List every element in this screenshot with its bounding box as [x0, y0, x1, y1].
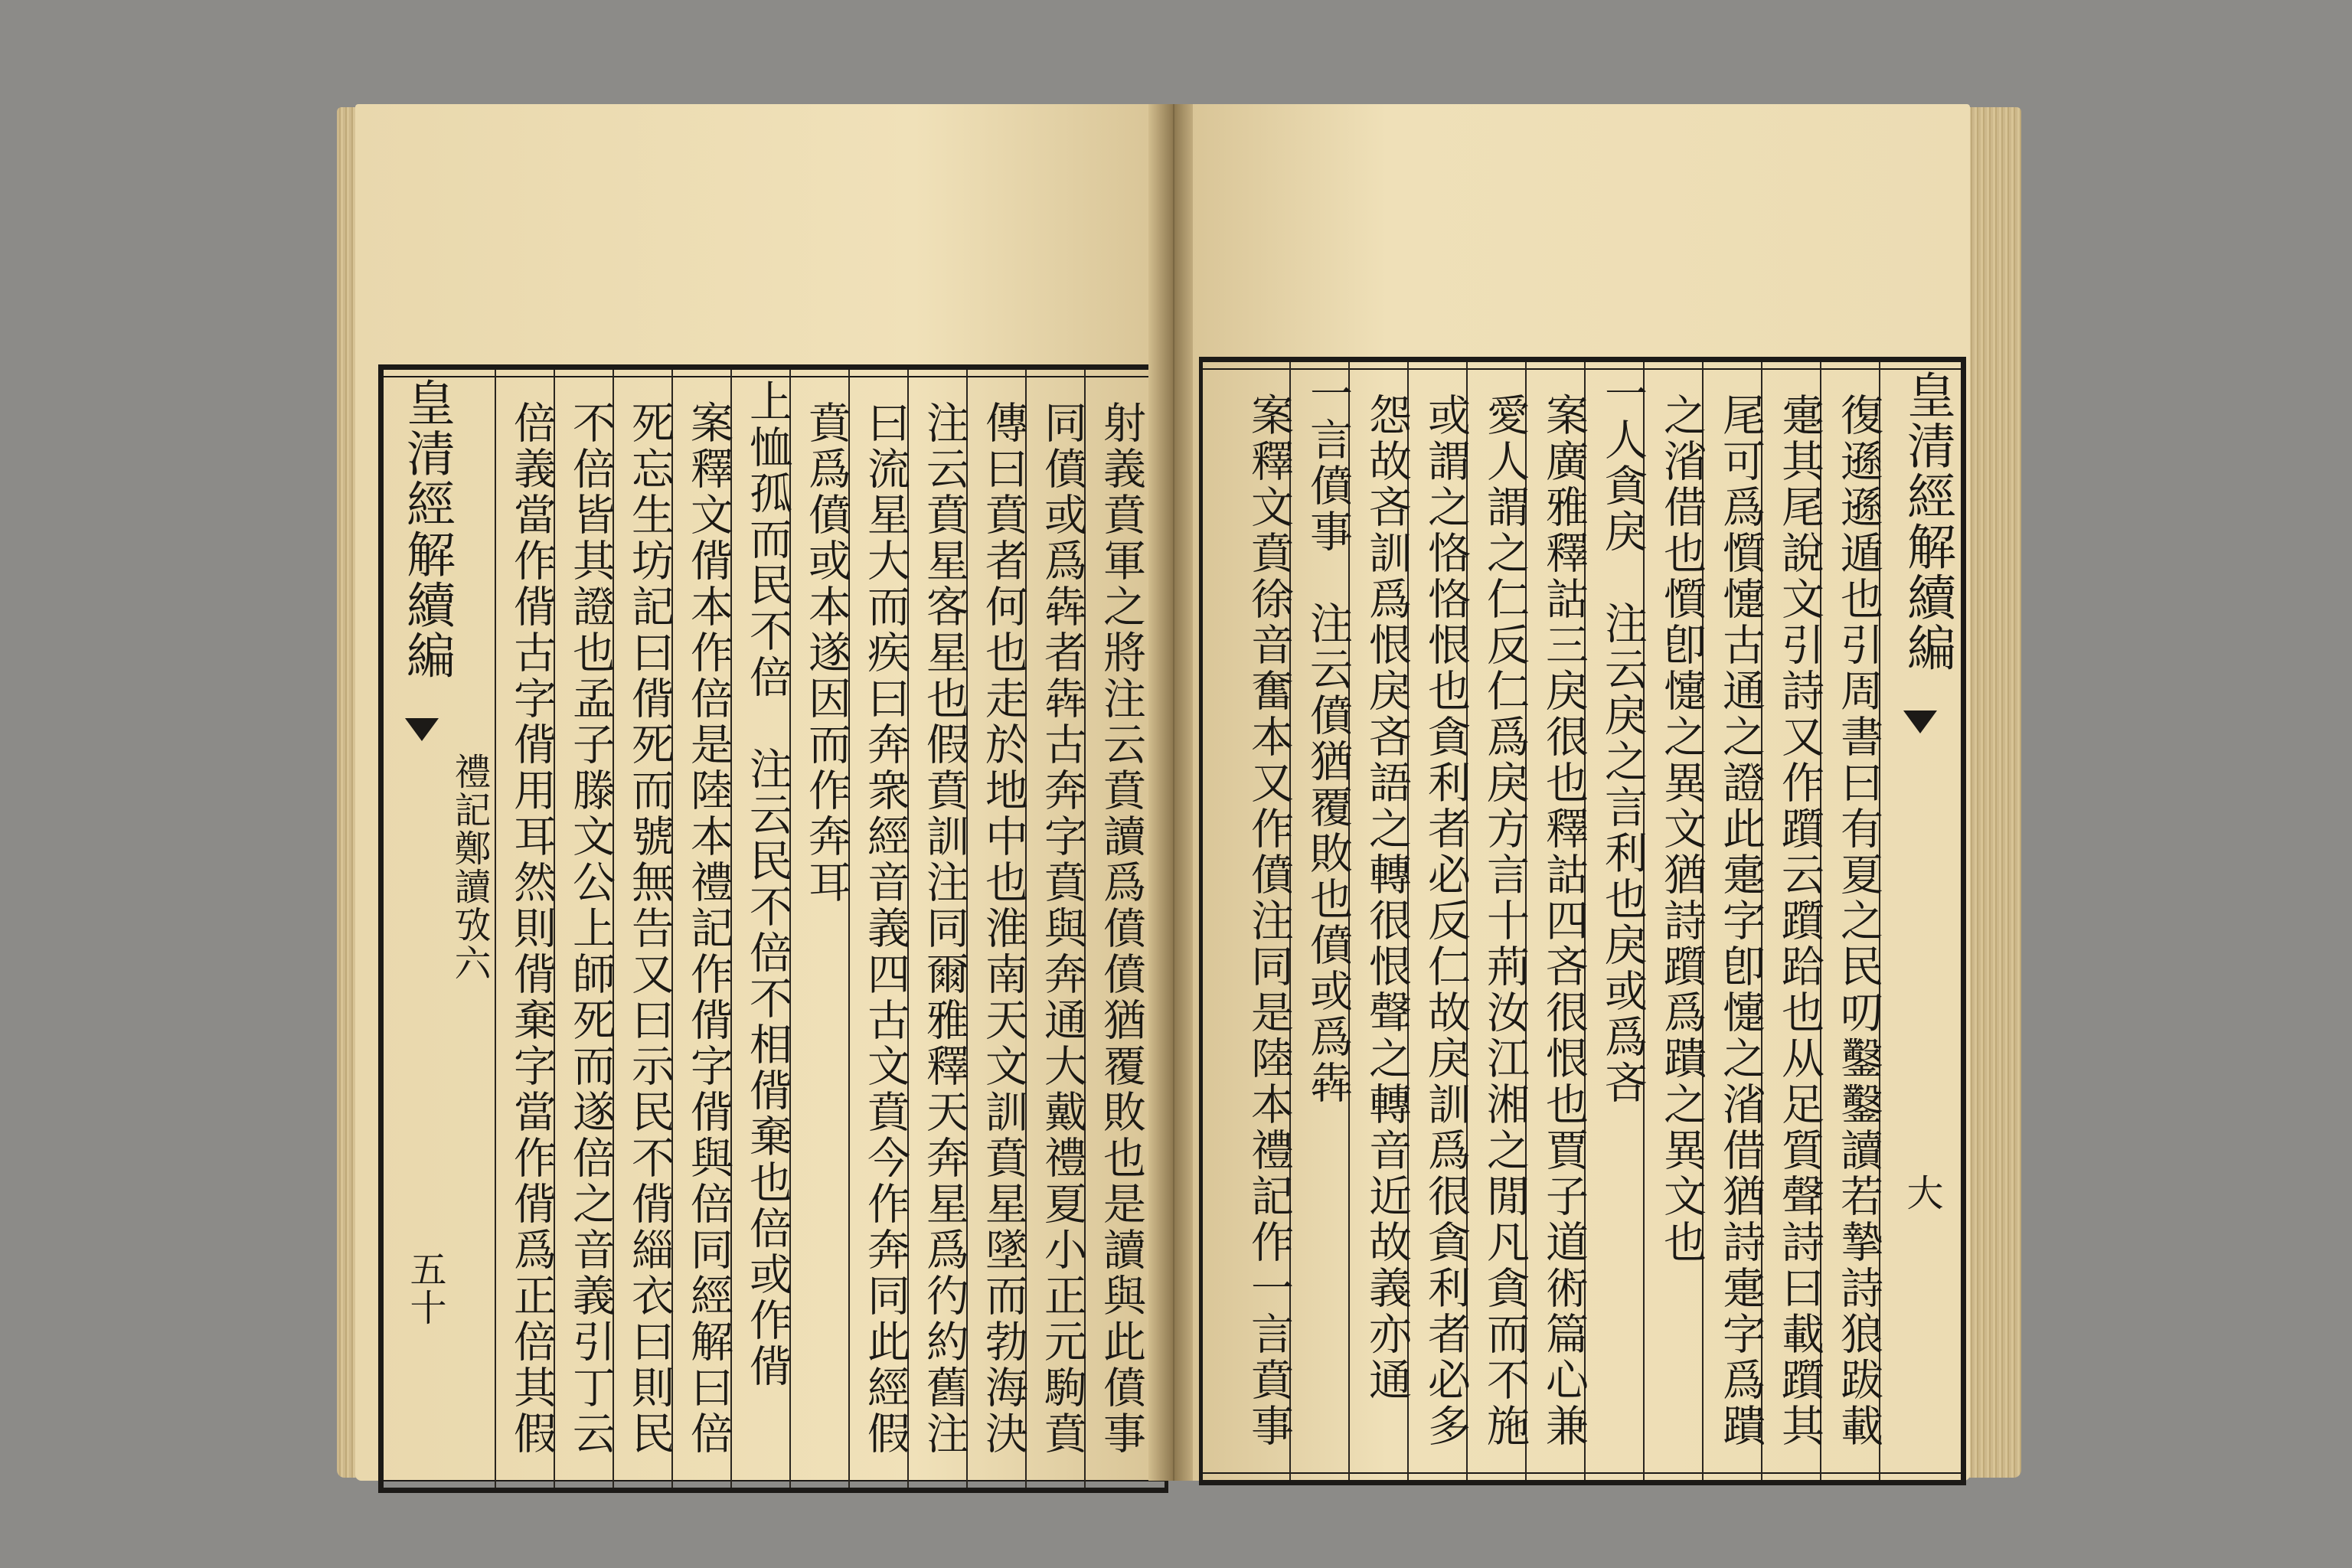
frame-inner-rule-top — [1203, 368, 1961, 370]
text-column: 怨故吝訓爲恨戾吝語之轉很恨聲之轉音近故義亦通 — [1362, 393, 1412, 1403]
text-column: 愛人謂之仁反仁爲戾方言十荊汝江湘之閒凡貪而不施 — [1480, 393, 1530, 1449]
text-column: 之渻借也懫卽懥之異文猶詩躓爲蹪之異文也 — [1657, 393, 1707, 1266]
right-page-frame — [1199, 357, 1966, 1485]
banner-subtitle: 禮記鄭讀攷六 — [448, 753, 491, 982]
folio-number: 大 — [1900, 1174, 1943, 1212]
text-column: 或謂之恪恪恨也貪利者必反仁故戾訓爲很貪利者必多 — [1421, 393, 1471, 1449]
text-column: 射義賁軍之將注云賁讀爲僨僨猶覆敗也是讀與此僨事 — [1096, 400, 1146, 1457]
banner-title: 皇清經解續編 — [398, 377, 455, 681]
folio-number: 五十 — [403, 1250, 446, 1327]
text-column: 同僨或爲犇者犇古奔字賁與奔通大戴禮夏小正元駒賁 — [1037, 400, 1087, 1457]
frame-inner-rule-bottom — [384, 1480, 1165, 1481]
open-book — [337, 92, 2021, 1493]
text-column: 一人貪戾 注云戾之言利也戾或爲吝 — [1598, 371, 1648, 1106]
text-column: 注云賁星客星也假賁訓注同爾雅釋天奔星爲彴約舊注 — [920, 400, 969, 1457]
text-column: 疐其尾說文引詩又作躓云躓跲也从足質聲詩曰載躓其 — [1775, 393, 1824, 1449]
fish-tail-marker — [405, 718, 439, 741]
frame-inner-rule-bottom — [1203, 1472, 1961, 1474]
text-column: 復遜遜遁也引周書曰有夏之民叨鑿鑿讀若摯詩狼跋載 — [1834, 393, 1883, 1449]
banner-title: 皇清經解續編 — [1899, 370, 1955, 673]
fish-tail-marker — [1903, 710, 1937, 733]
text-column: 尾可爲懫懥古通之證此疐字卽懥之渻借猶詩疐字爲蹪 — [1716, 393, 1766, 1449]
book-gutter — [1148, 104, 1199, 1481]
text-column: 不倍皆其證也孟子滕文公上師死而遂倍之音義引丁云 — [566, 400, 616, 1457]
right-page — [1193, 104, 1970, 1481]
text-column: 曰流星大而疾曰奔衆經音義四古文賁今作奔同此經假 — [861, 400, 910, 1457]
text-column: 倍義當作偝古字偝用耳然則偝棄字當作偝爲正倍其假 — [507, 400, 557, 1457]
left-page — [355, 104, 1155, 1481]
text-column: 傳曰賁者何也走於地中也淮南天文訓賁星墜而勃海決 — [978, 400, 1028, 1457]
frame-inner-rule-top — [384, 376, 1165, 377]
text-column: 上恤孤而民不倍 注云民不倍不相偝棄也倍或作偝 — [743, 379, 792, 1390]
text-column: 案廣雅釋詁三戾很也釋詁四吝很恨也賈子道術篇心兼 — [1539, 393, 1589, 1449]
text-column: 案釋文賁徐音奮本又作僨注同是陸本禮記作一言賁事 — [1244, 393, 1294, 1449]
text-column: 賁爲僨或本遂因而作奔耳 — [802, 400, 851, 906]
text-column: 案釋文偝本作倍是陸本禮記作偝字偝與倍同經解曰倍 — [684, 400, 733, 1457]
left-page-frame — [378, 364, 1168, 1493]
text-column: 死忘生坊記曰偝死而號無告又曰示民不偝緇衣曰則民 — [625, 400, 675, 1457]
text-column: 一言僨事 注云僨猶覆敗也僨或爲犇 — [1303, 371, 1353, 1106]
